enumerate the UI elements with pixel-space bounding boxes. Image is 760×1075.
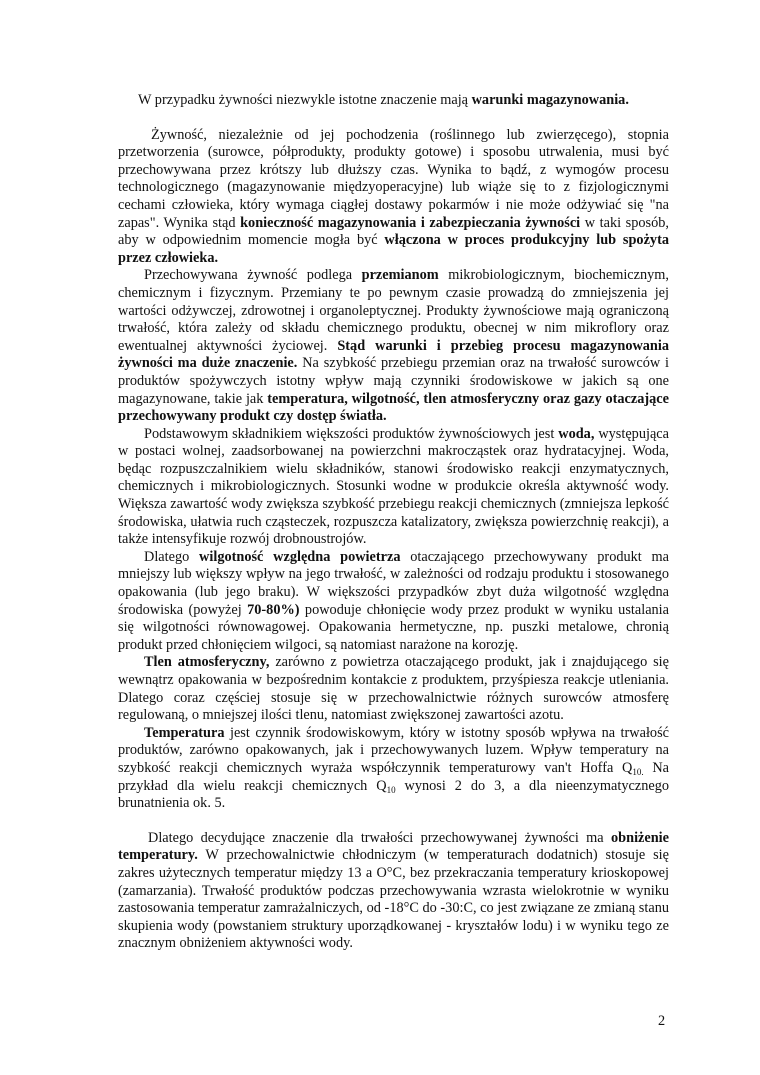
subscript: 10. <box>632 766 644 777</box>
text-run: Podstawowym składnikiem większości produktów żywnościowych jest <box>144 425 559 442</box>
text-run: Dlatego decydujące znaczenie dla trwałości przechowywanej żywności ma <box>148 829 612 846</box>
text-run: występująca w postaci wolnej, zaadsorbowanej na powierzchni makrocząstek oraz hydratacyjnej. Woda, będąc rozpuszczalnikiem wielu składników, stanowi środowisko reakcji enzymatycznych, chemicznych i mikrobiologicznych. Stosunki wodne w produkcie określa aktywność wody. Większa zawartość wody zwiększa szybkość przebiegu reakcji chemicznych (zmniejsza lepkość środowiska, ułatwia ruch cząsteczek, rozpuszcza katalizatory, zwiększa powierzchnię reakcji), a także intensyfikuje rozwój drobnoustrojów. <box>118 425 669 548</box>
text-run: otaczającego przechowywany produkt ma mniejszy lub większy wpływ na jego trwałość, w zależności od rodzaju produktu i stosowanego opakowania (lub jego braku). W większości przypadków zbyt duża wilgotność względna środowiska (powyżej <box>118 548 670 618</box>
paragraph-water <box>118 426 669 549</box>
text-run: mikrobiologicznym, biochemicznym, chemicznym i fizycznym. Przemiany te po pewnym czasie prowadzą do zmniejszenia jej wartości odżywczej, zdrowotnej i organoleptycznej. Produkty żywnościowe mają ograniczoną trwałość, która zależy od składu chemicznego produktu, obecnej w nim mikroflory oraz ewentualnej aktywności życiowej. <box>118 267 669 354</box>
bold-term: Tlen atmosferyczny, <box>144 654 270 671</box>
subscript: 10 <box>386 784 396 795</box>
text-run: Na szybkość przebiegu przemian oraz na trwałość surowców i produktów spożywczych istotny wpływ mają czynniki środowiskowe w jakich są one magazynowane, takie jak <box>118 355 669 407</box>
paragraph-oxygen <box>118 654 669 724</box>
paragraph-transformations <box>118 267 669 425</box>
text-run: Przechowywana żywność podlega <box>144 267 362 284</box>
text-run: wynosi 2 do 3, a dla nieenzymatycznego brunatnienia ok. 5. <box>118 777 669 812</box>
bold-term: temperatura, wilgotność, tlen atmosferyczny oraz gazy otaczające przechowywany produkt czy dostęp światła. <box>118 390 669 425</box>
text-run: Na przykład dla wielu reakcji chemicznych Q <box>118 759 670 794</box>
bold-term: woda, <box>558 425 595 442</box>
bold-term: konieczność magazynowania i zabezpieczania żywności <box>240 214 581 231</box>
bold-term: 70-80%) <box>247 601 300 618</box>
body-text <box>118 92 669 953</box>
page-number: 2 <box>658 1013 666 1029</box>
text-run: w taki sposób, aby w odpowiednim momencie mogła być <box>118 214 669 249</box>
text-run: powoduje chłonięcie wody przez produkt w wyniku ustalania się wilgotności równowagowej. Opakowania hermetyczne, np. puszki metalowe, chronią produkt przed chłonięciem wilgoci, są natomiast narażone na korozję. <box>118 601 670 653</box>
paragraph-intro <box>118 92 669 110</box>
text-run: Żywność, niezależnie od jej pochodzenia (roślinnego lub zwierzęcego), stopnia przetworzenia (surowce, półprodukty, produkty gotowe) i sposobu utrwalenia, musi być przechowywana przez krótszy lub dłuższy czas. Wynika to bądź, z wymogów procesu technologicznego (magazynowanie międzyoperacyjne) lub wiąże się to z fizjologicznymi cechami człowieka, który wymaga ciągłej dostawy pokarmów i nie może odżywiać się "na zapas". Wynika stąd <box>118 126 669 231</box>
paragraph-humidity <box>118 549 669 655</box>
bold-term: Stąd warunki i przebieg procesu magazynowania żywności ma duże znaczenie. <box>118 337 670 372</box>
bold-term: przemianom <box>361 267 439 284</box>
text-run: W przypadku żywności niezwykle istotne znaczenie mają <box>138 92 472 108</box>
bold-term: obniżenie temperatury. <box>118 829 669 864</box>
text-run: zarówno z powietrza otaczającego produkt, jak i znajdującego się wewnątrz opakowania w bezpośrednim kontakcie z produktem, przyśpiesza reakcje utleniania. Dlatego coraz częściej stosuje się w przechowalnictwie różnych surowców atmosferę regulowaną, o mniejszej ilości tlenu, natomiast zwiększonej zawartości azotu. <box>118 654 669 724</box>
text-run: W przechowalnictwie chłodniczym (w temperaturach dodatnich) stosuje się zakres użytecznych temperatur między 13 a O°C, bez przekraczania temperatury krioskopowej (zamarzania). Trwałość produktów podczas przechowywania wzrasta wielokrotnie w wyniku zastosowania temperatur zamrażalniczych, od -18°C do -30:C, co jest związane ze zmianą stanu skupienia wody (powstaniem struktury uporządkowanej - kryształów lodu) i w wyniku tego ze znacznym obniżeniem aktywności wody. <box>118 847 669 952</box>
bold-term: włączona w proces produkcyjny lub spożyta przez człowieka. <box>118 232 669 266</box>
paragraph-temperature <box>118 725 669 813</box>
bold-term: warunki magazynowania. <box>471 92 629 108</box>
paragraph-storage <box>118 127 669 268</box>
bold-term: wilgotność względna powietrza <box>199 548 401 565</box>
bold-term: Temperatura <box>144 724 225 741</box>
paragraph-cooling <box>118 830 669 953</box>
text-run: Dlatego <box>144 548 200 565</box>
text-run: jest czynnik środowiskowym, który w istotny sposób wpływa na trwałość produktów, zarówno opakowanych, jak i przechowywanych luzem. Wpływ temperatury na szybkość reakcji chemicznych wyraża współczynnik temperaturowy van't Hoffa Q <box>118 724 669 776</box>
